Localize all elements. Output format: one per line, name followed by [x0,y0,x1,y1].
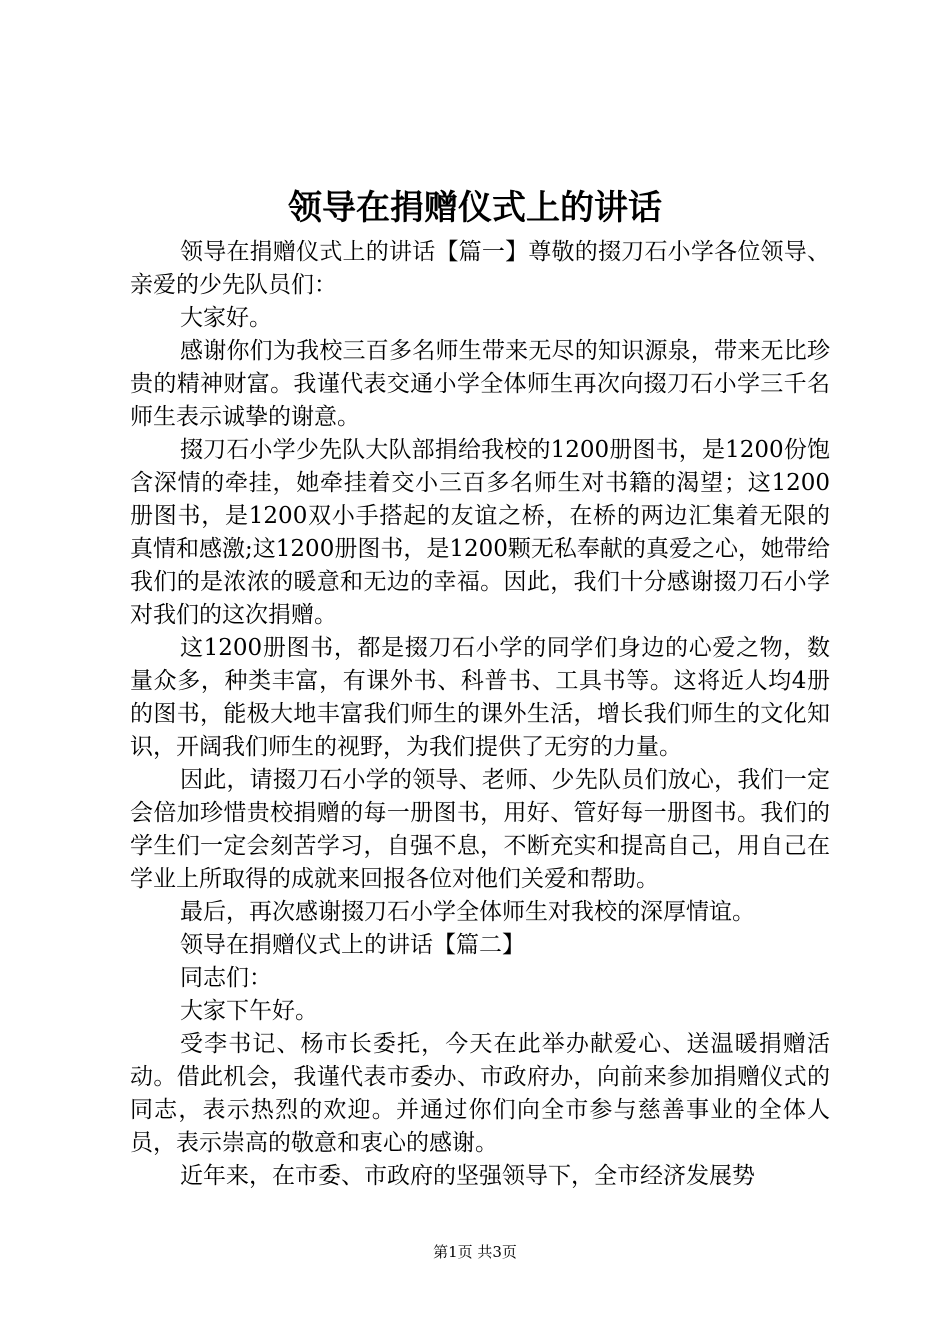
paragraph-11: 受李书记、杨市长委托，今天在此举办献爱心、送温暖捐赠活动。借此机会，我谨代表市委办、市政府办，向前来参加捐赠仪式的同志，表示热烈的欢迎。并通过你们向全市参与慈善事业的全体人员，表示崇高的敬意和衷心的感谢。 [130,1031,830,1156]
paragraph-9: 同志们： [180,965,272,991]
page-title: 领导在捐赠仪式上的讲话 [288,188,662,228]
paragraph-7: 最后，再次感谢掇刀石小学全体师生对我校的深厚情谊。 [180,899,755,925]
section-heading-2: 领导在捐赠仪式上的讲话【篇二】 [180,932,525,958]
paragraph-5: 这1200册图书，都是掇刀石小学的同学们身边的心爱之物，数量众多，种类丰富，有课外书、科普书、工具书等。这将近人均4册的图书，能极大地丰富我们师生的课外生活，增长我们师生的文化知识，开阔我们师生的视野，为我们提供了无穷的力量。 [130,635,830,760]
paragraph-10: 大家下午好。 [180,998,318,1024]
document-body [130,236,830,1193]
paragraph-6: 因此，请掇刀石小学的领导、老师、少先队员们放心，我们一定会倍加珍惜贵校捐赠的每一册图书，用好、管好每一册图书。我们的学生们一定会刻苦学习，自强不息，不断充实和提高自己，用自己在学业上所取得的成就来回报各位对他们关爱和帮助。 [130,767,830,892]
page-number-footer: 第1页 共3页 [433,1243,517,1261]
paragraph-4: 掇刀石小学少先队大队部捐给我校的1200册图书，是1200份饱含深情的牵挂，她牵挂着交小三百多名师生对书籍的渴望；这1200册图书，是1200双小手搭起的友谊之桥，在桥的两边汇集着无限的真情和感激;这1200册图书，是1200颗无私奉献的真爱之心，她带给我们的是浓浓的暖意和无边的幸福。因此，我们十分感谢掇刀石小学对我们的这次捐赠。 [130,437,830,628]
paragraph-3: 感谢你们为我校三百多名师生带来无尽的知识源泉，带来无比珍贵的精神财富。我谨代表交通小学全体师生再次向掇刀石小学三千名师生表示诚挚的谢意。 [130,338,830,430]
paragraph-2: 大家好。 [180,305,272,331]
paragraph-12: 近年来，在市委、市政府的坚强领导下，全市经济发展势 [180,1163,755,1189]
paragraph-1: 领导在捐赠仪式上的讲话【篇一】尊敬的掇刀石小学各位领导、亲爱的少先队员们： [130,239,830,298]
